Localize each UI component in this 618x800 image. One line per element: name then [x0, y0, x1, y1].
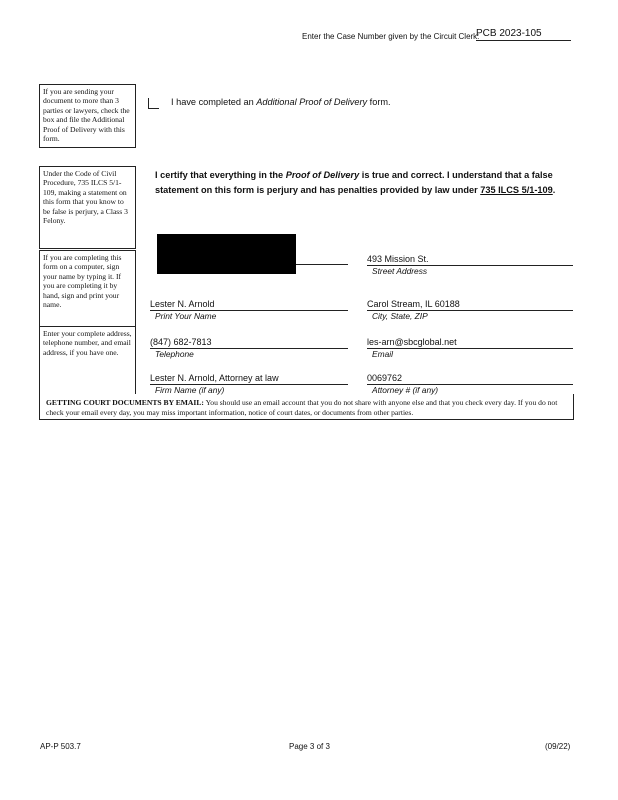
firm-name-value[interactable]: Lester N. Arnold, Attorney at law: [150, 373, 279, 383]
email-note-body: You should use an email account that you do not share with anyone else and that you check every day. If you do not check your email every day, you may miss important information, notice of court dates, or documents from other parties.: [46, 398, 558, 417]
additional-proof-checkbox[interactable]: [148, 98, 159, 109]
sidebar-note-signature: If you are completing this form on a computer, sign your name by typing it. If you are completing it by hand, sign and print your name.: [39, 250, 136, 327]
page-number: Page 3 of 3: [289, 742, 330, 751]
form-revision-date: (09/22): [545, 742, 571, 751]
cert-end: .: [552, 185, 556, 195]
attorney-number-value[interactable]: 0069762: [367, 373, 403, 383]
telephone-value[interactable]: (847) 682-7813: [150, 337, 212, 347]
print-name-value[interactable]: Lester N. Arnold: [150, 299, 215, 309]
print-name-label: Print Your Name: [155, 311, 217, 321]
email-value[interactable]: les-arn@sbcglobal.net: [367, 337, 457, 347]
case-number-field[interactable]: PCB 2023-105: [476, 28, 571, 41]
signature-line: [296, 264, 348, 265]
email-line: [367, 348, 573, 349]
additional-proof-text: [171, 97, 391, 107]
cert-part1: I certify that everything in the: [155, 170, 286, 180]
sidebar-note-perjury: Under the Code of Civil Procedure, 735 ILCS 5/1-109, making a statement on this form that you know to be false is perjury, a Class 3 Felony.: [39, 166, 136, 249]
city-state-zip-label: City, State, ZIP: [372, 311, 428, 321]
cert-part2: is true and correct. I understand that a false statement on this form is perjury and has penalties provided by law under: [155, 170, 553, 195]
street-address-value[interactable]: 493 Mission St.: [367, 254, 429, 264]
form-code: AP-P 503.7: [40, 742, 81, 751]
attorney-number-label: Attorney # (if any): [372, 385, 439, 395]
redacted-signature: [157, 234, 296, 274]
email-note: [46, 398, 572, 418]
additional-proof-text-pre: I have completed an: [171, 97, 257, 107]
email-note-heading: GETTING COURT DOCUMENTS BY EMAIL:: [46, 398, 204, 407]
sidebar-note-additional-delivery: If you are sending your document to more than 3 parties or lawyers, check the box and file the Additional Proof of Delivery with this form.: [39, 84, 136, 148]
cert-statute-link[interactable]: 735 ILCS 5/1-109: [480, 185, 553, 195]
cert-proof-title: Proof of Delivery: [285, 170, 360, 180]
case-number-prompt: Enter the Case Number given by the Circuit Clerk:: [302, 32, 480, 41]
firm-name-label: Firm Name (if any): [155, 385, 225, 395]
city-state-zip-value[interactable]: Carol Stream, IL 60188: [367, 299, 460, 309]
additional-proof-text-post: form.: [367, 97, 391, 107]
street-address-label: Street Address: [372, 266, 428, 276]
additional-proof-form-name: Additional Proof of Delivery: [256, 97, 368, 107]
email-label: Email: [372, 349, 393, 359]
telephone-label: Telephone: [155, 349, 194, 359]
certification-statement: [155, 168, 575, 198]
sidebar-note-address: Enter your complete address, telephone number, and email address, if you have one.: [39, 326, 136, 394]
